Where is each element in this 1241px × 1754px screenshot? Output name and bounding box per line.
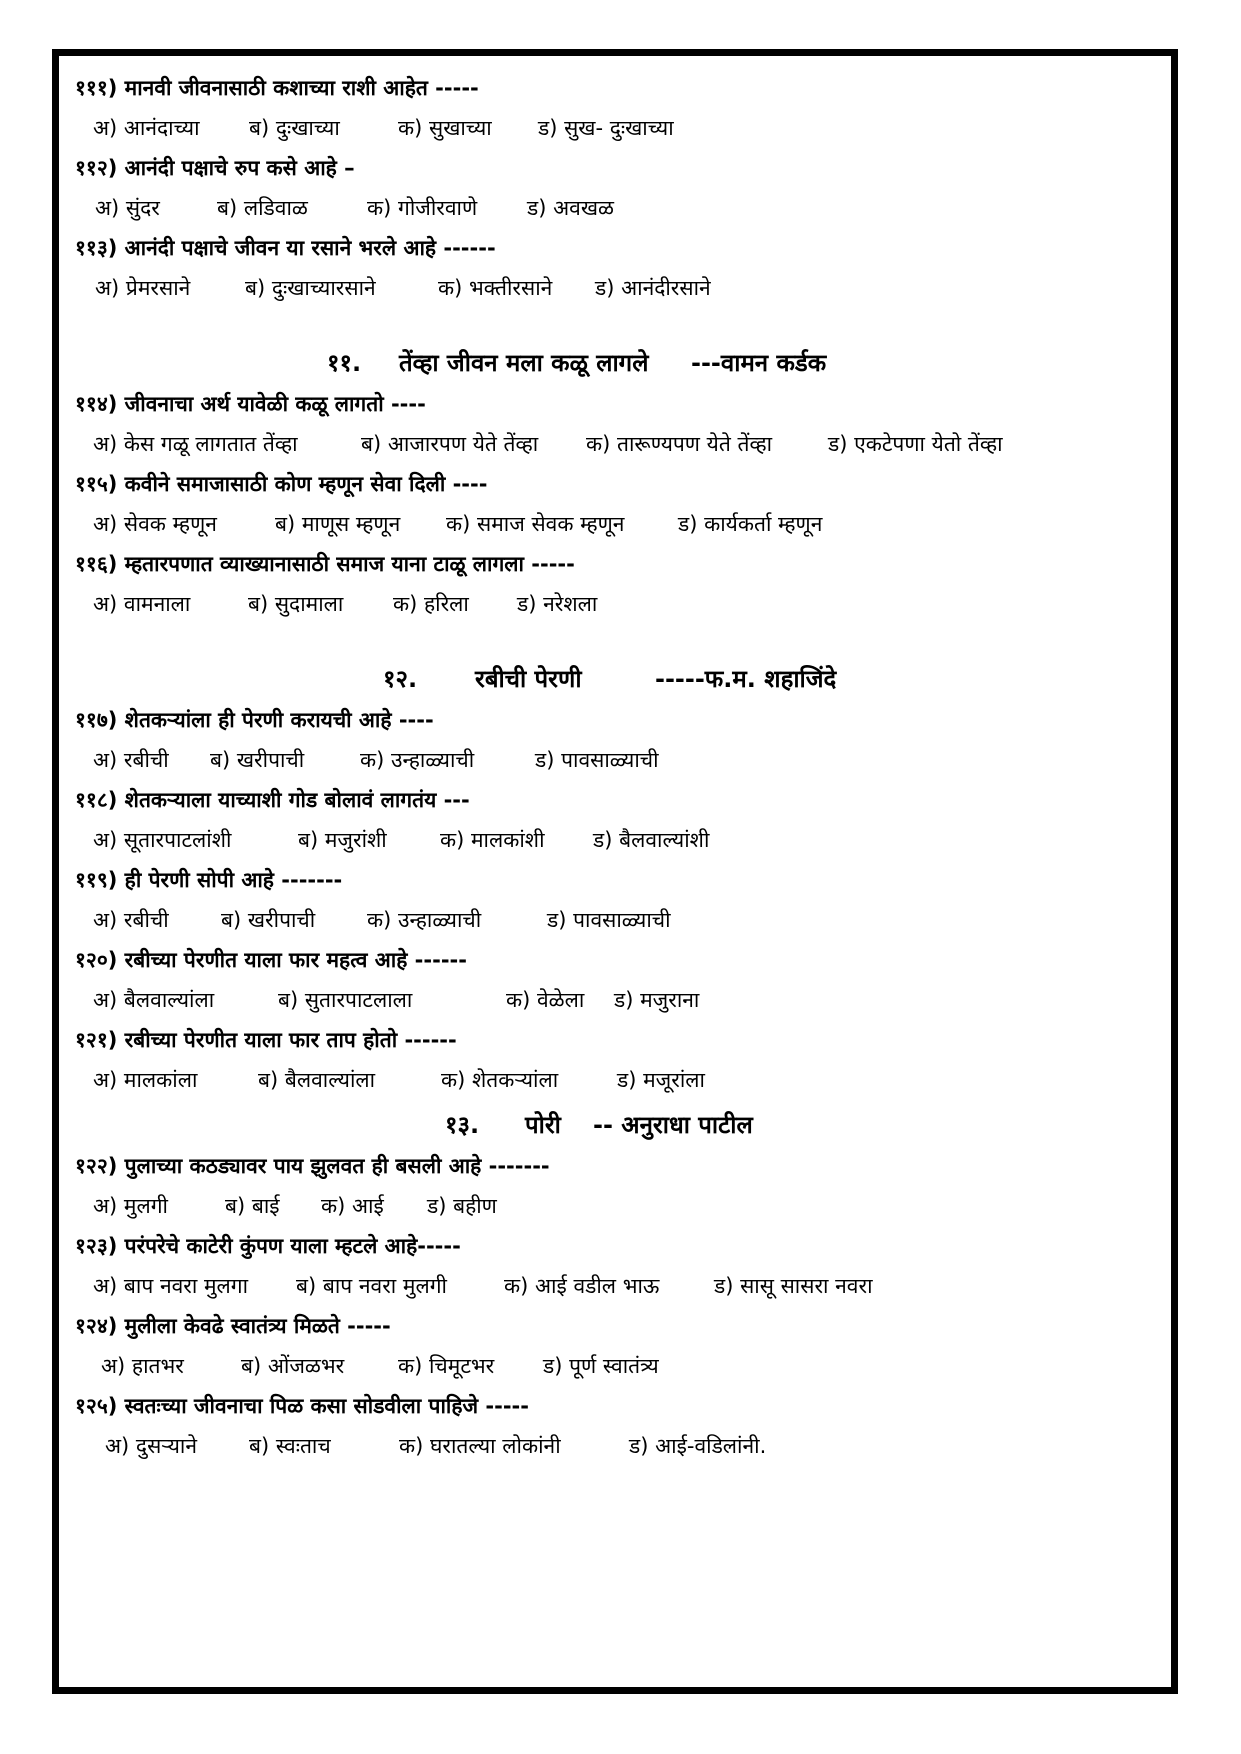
question-111: १११) मानवी जीवनासाठी कशाच्या राशी आहेत ----- [75, 76, 479, 100]
option-a: अ) सुंदर [95, 196, 160, 220]
question-114: ११४) जीवनाचा अर्थ यावेळी कळू लागतो ---- [75, 392, 426, 416]
option-d: ड) अवखळ [527, 196, 614, 220]
section-title: पोरी [525, 1111, 561, 1139]
question-124: १२४) मुलीला केवढे स्वातंत्र्य मिळते ----- [75, 1314, 391, 1338]
option-d: ड) सासू सासरा नवरा [714, 1274, 873, 1298]
option-a: अ) सेवक म्हणून [93, 512, 217, 536]
option-d: ड) नरेशला [517, 592, 598, 616]
option-d: ड) सुख- दुःखाच्या [538, 116, 674, 140]
options-115 [75, 502, 1165, 546]
section-title: रबीची पेरणी [475, 665, 582, 693]
question-123: १२३) परंपरेचे काटेरी कुंपण याला म्हटले आहे----- [75, 1234, 461, 1258]
option-a: अ) आनंदाच्या [93, 116, 200, 140]
question-117: ११७) शेतकऱ्यांला ही पेरणी करायची आहे ---- [75, 708, 434, 732]
option-a: अ) दुसऱ्याने [105, 1434, 198, 1458]
option-c: क) मालकांशी [440, 828, 545, 852]
option-d: ड) पावसाळ्याची [535, 748, 659, 772]
question-121: १२१) रबीच्या पेरणीत याला फार ताप होतो ------ [75, 1028, 457, 1052]
option-c: क) हरिला [393, 592, 469, 616]
option-b: ब) लडिवाळ [217, 196, 308, 220]
option-b: ब) मजुरांशी [298, 828, 387, 852]
section-11-heading [75, 340, 1165, 386]
option-c: क) भक्तीरसाने [438, 276, 553, 300]
options-125 [75, 1424, 1165, 1468]
option-d: ड) मजुराना [614, 988, 700, 1012]
option-c: क) घरातल्या लोकांनी [399, 1434, 561, 1458]
option-d: ड) मजूरांला [617, 1068, 705, 1092]
question-116: ११६) म्हतारपणात व्याख्यानासाठी समाज याना टाळू लागला ----- [75, 552, 575, 576]
option-a: अ) मुलगी [93, 1194, 168, 1218]
option-b: ब) आजारपण येते तेंव्हा [361, 432, 539, 456]
option-b: ब) खरीपाची [210, 748, 305, 772]
option-a: अ) रबीची [93, 748, 169, 772]
option-b: ब) सुतारपाटलाला [278, 988, 413, 1012]
section-author: -----फ.म. शहाजिंदे [655, 665, 837, 693]
option-d: ड) पूर्ण स्वातंत्र्य [543, 1354, 659, 1378]
option-c: क) सुखाच्या [398, 116, 492, 140]
option-d: ड) आनंदीरसाने [595, 276, 711, 300]
option-a: अ) हातभर [101, 1354, 184, 1378]
option-b: ब) दुःखाच्या [249, 116, 340, 140]
section-number: ११. [327, 349, 362, 377]
options-122 [75, 1184, 1165, 1228]
option-c: क) चिमूटभर [398, 1354, 495, 1378]
option-c: क) तारूण्यपण येते तेंव्हा [586, 432, 773, 456]
question-sheet [75, 70, 1165, 1468]
question-112: ११२) आनंदी पक्षाचे रुप कसे आहे – [75, 156, 355, 180]
question-122: १२२) पुलाच्या कठड्यावर पाय झुलवत ही बसली आहे ------- [75, 1154, 550, 1178]
option-b: ब) खरीपाची [221, 908, 316, 932]
section-12-heading [75, 656, 1165, 702]
options-118 [75, 818, 1165, 862]
question-120: १२०) रबीच्या पेरणीत याला फार महत्व आहे ------ [75, 948, 467, 972]
section-title: तेंव्हा जीवन मला कळू लागले [399, 349, 649, 377]
option-a: अ) वामनाला [93, 592, 191, 616]
option-d: ड) एकटेपणा येतो तेंव्हा [828, 432, 1003, 456]
option-b: ब) माणूस म्हणून [275, 512, 401, 536]
option-c: क) उन्हाळ्याची [360, 748, 475, 772]
option-c: क) गोजीरवाणे [367, 196, 478, 220]
option-c: क) समाज सेवक म्हणून [446, 512, 625, 536]
option-c: क) आई [321, 1194, 384, 1218]
option-d: ड) कार्यकर्ता म्हणून [678, 512, 823, 536]
option-b: ब) बैलवाल्यांला [258, 1068, 376, 1092]
option-a: अ) बाप नवरा मुलगा [93, 1274, 249, 1298]
options-124 [75, 1344, 1165, 1388]
option-b: ब) दुःखाच्यारसाने [245, 276, 376, 300]
option-c: क) आई वडील भाऊ [504, 1274, 660, 1298]
section-number: १२. [383, 665, 418, 693]
options-123 [75, 1264, 1165, 1308]
options-112 [75, 186, 1165, 230]
question-113: ११३) आनंदी पक्षाचे जीवन या रसाने भरले आहे ------ [75, 236, 496, 260]
option-d: ड) आई-वडिलांनी. [629, 1434, 767, 1458]
question-115: ११५) कवीने समाजासाठी कोण म्हणून सेवा दिली ---- [75, 472, 488, 496]
options-119 [75, 898, 1165, 942]
options-117 [75, 738, 1165, 782]
options-121 [75, 1058, 1165, 1102]
option-b: ब) बाप नवरा मुलगी [296, 1274, 447, 1298]
option-a: अ) सूतारपाटलांशी [93, 828, 232, 852]
options-111 [75, 106, 1165, 150]
options-113 [75, 266, 1165, 310]
question-118: ११८) शेतकऱ्याला याच्याशी गोड बोलावं लागतंय --- [75, 788, 470, 812]
option-a: अ) मालकांला [93, 1068, 198, 1092]
section-13-heading [75, 1102, 1165, 1148]
option-b: ब) ओंजळभर [241, 1354, 345, 1378]
question-119: ११९) ही पेरणी सोपी आहे ------- [75, 868, 343, 892]
option-c: क) वेळेला [506, 988, 585, 1012]
option-a: अ) रबीची [93, 908, 169, 932]
option-c: क) उन्हाळ्याची [367, 908, 482, 932]
option-a: अ) बैलवाल्यांला [93, 988, 215, 1012]
options-114 [75, 422, 1165, 466]
option-c: क) शेतकऱ्यांला [441, 1068, 559, 1092]
section-number: १३. [445, 1111, 480, 1139]
option-d: ड) बहीण [427, 1194, 497, 1218]
option-a: अ) प्रेमरसाने [95, 276, 191, 300]
options-120 [75, 978, 1165, 1022]
option-b: ब) स्वःताच [249, 1434, 331, 1458]
options-116 [75, 582, 1165, 626]
option-d: ड) पावसाळ्याची [547, 908, 671, 932]
option-d: ड) बैलवाल्यांशी [593, 828, 710, 852]
section-author: -- अनुराधा पाटील [593, 1111, 753, 1139]
option-b: ब) बाई [225, 1194, 280, 1218]
option-b: ब) सुदामाला [248, 592, 344, 616]
section-author: ---वामन कर्डक [691, 349, 827, 377]
option-a: अ) केस गळू लागतात तेंव्हा [93, 432, 298, 456]
question-125: १२५) स्वतःच्या जीवनाचा पिळ कसा सोडवीला पाहिजे ----- [75, 1394, 529, 1418]
